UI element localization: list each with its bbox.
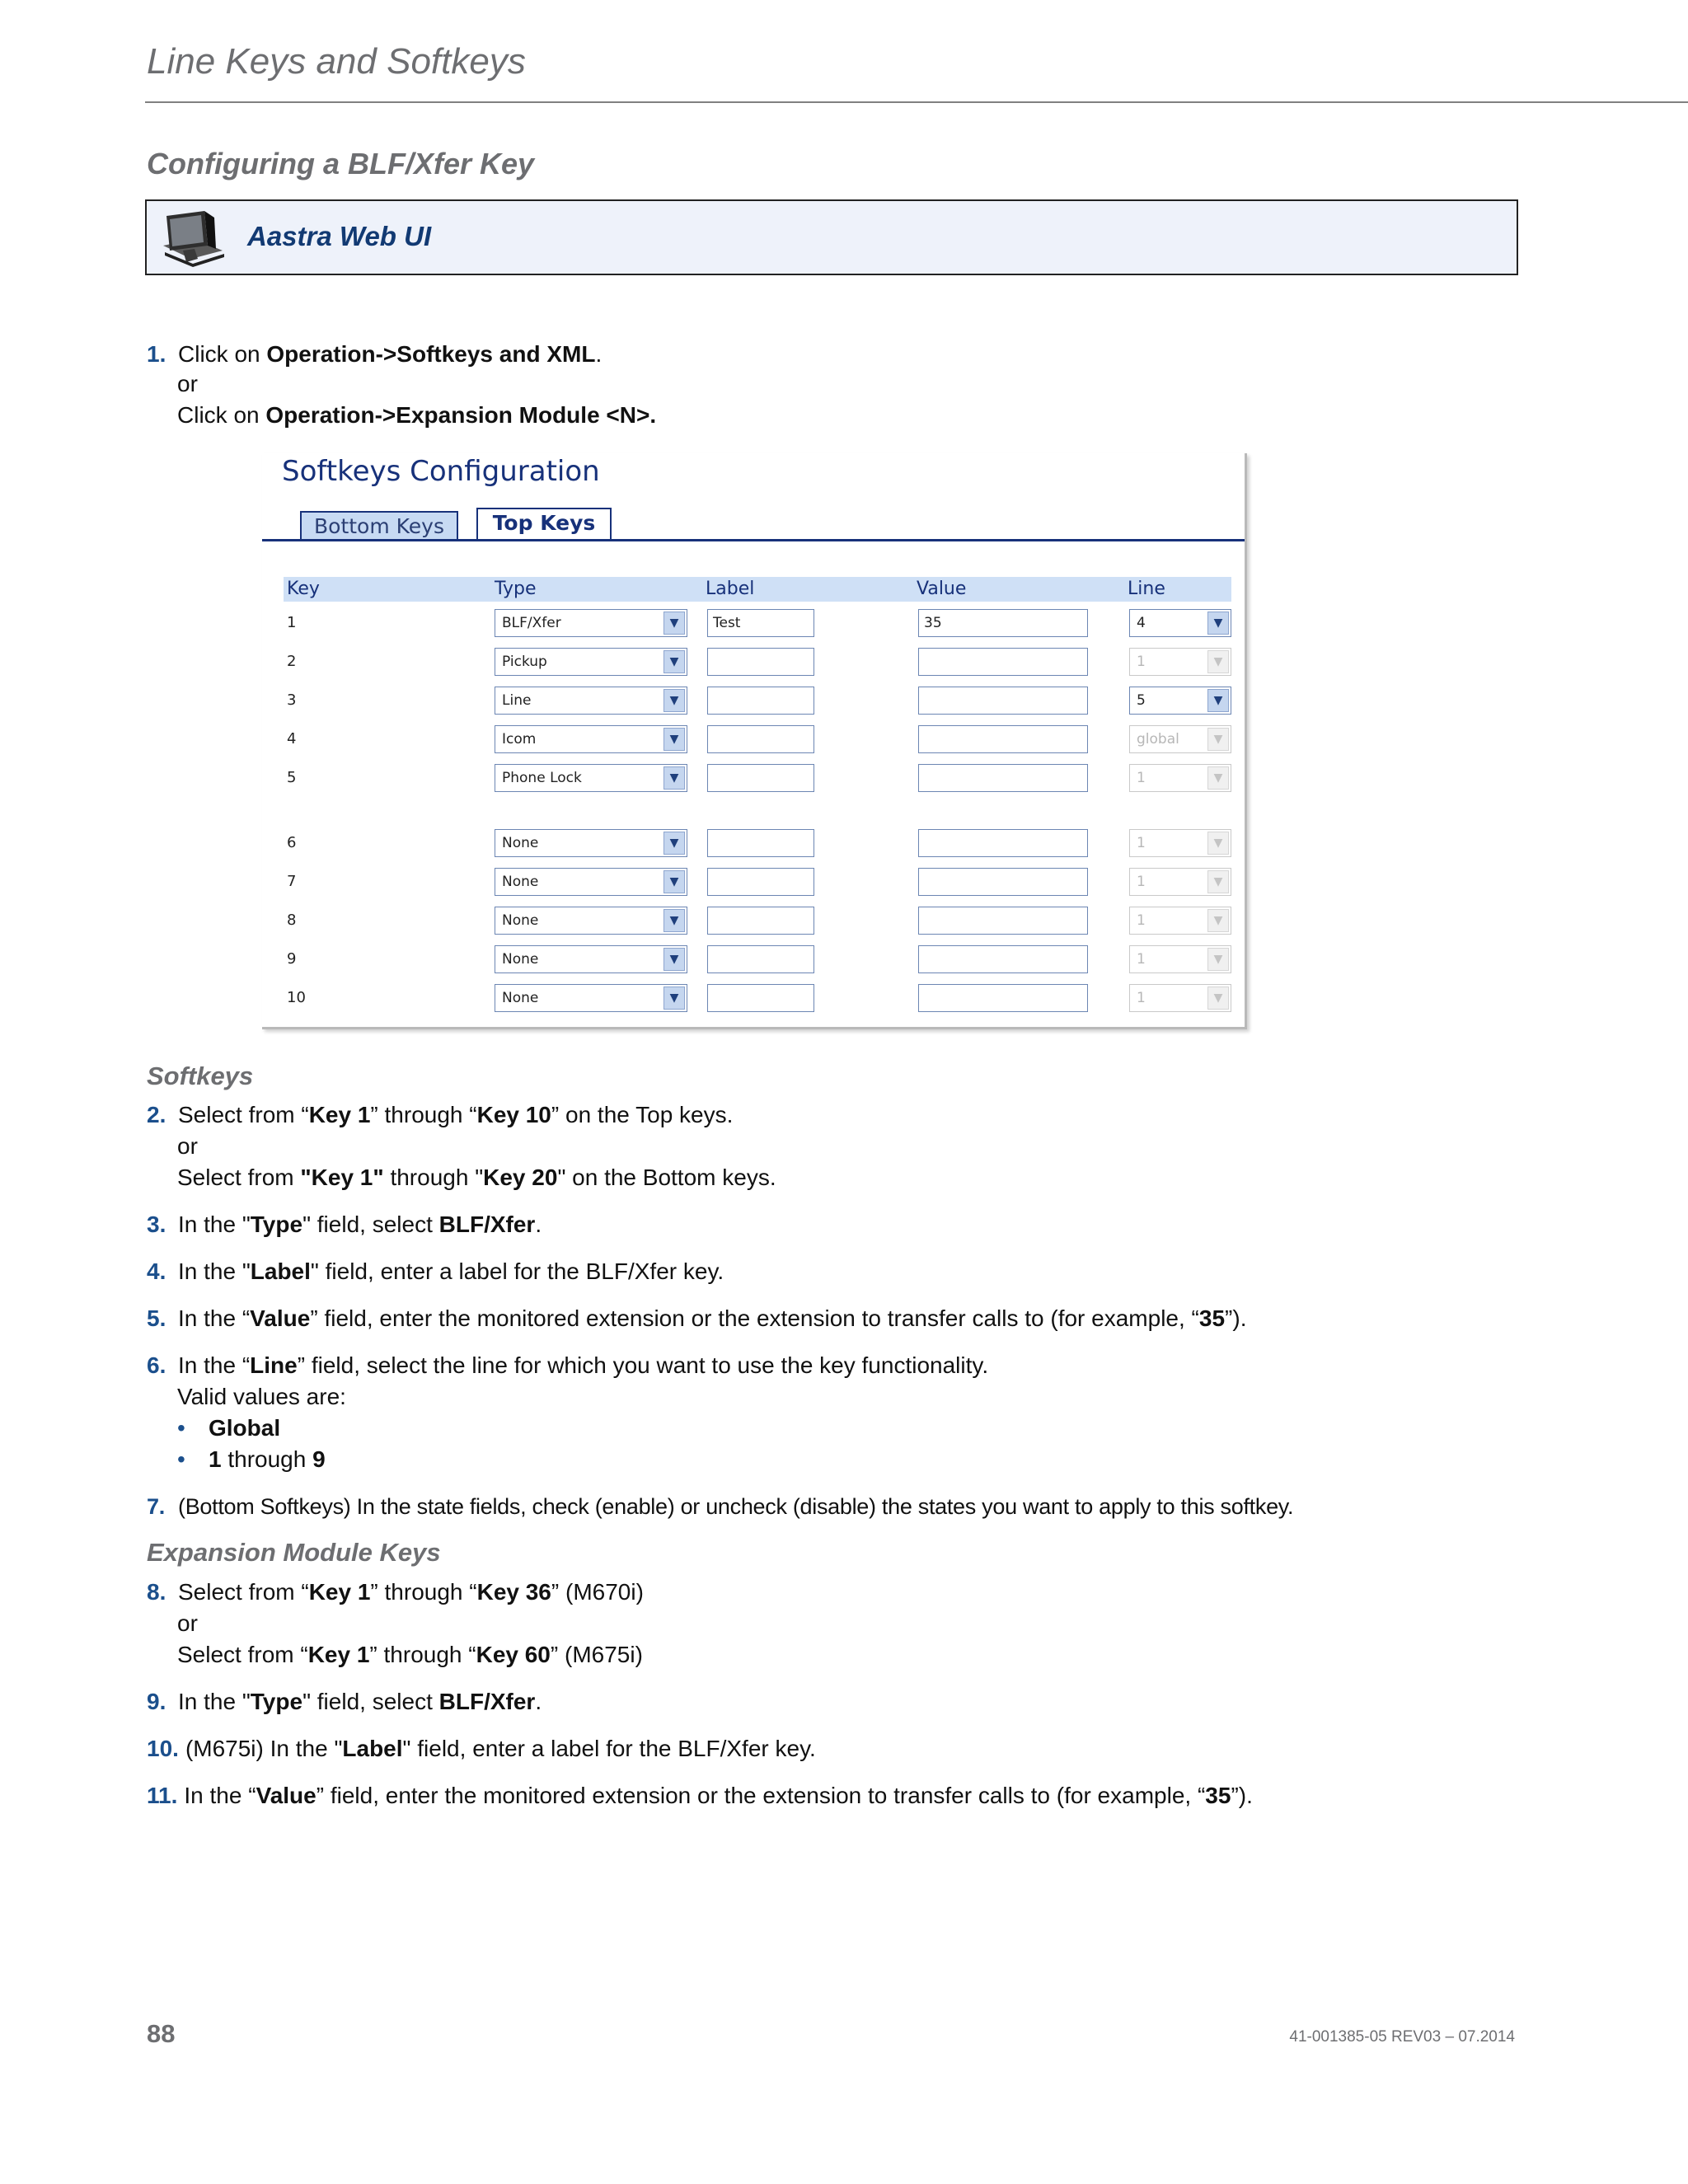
step-3: 3. In the "Type" field, select BLF/Xfer. bbox=[147, 1212, 542, 1237]
chevron-down-icon: ▼ bbox=[663, 832, 685, 855]
step-2-or: or bbox=[177, 1133, 198, 1159]
list-item: • 1 through 9 bbox=[177, 1444, 326, 1475]
type-select[interactable]: None ▼ bbox=[495, 907, 687, 935]
line-select: 1 ▼ bbox=[1129, 764, 1231, 792]
header-key: Key bbox=[287, 579, 320, 599]
table-row bbox=[262, 685, 1245, 718]
header-value: Value bbox=[917, 579, 967, 599]
line-select: 1 ▼ bbox=[1129, 907, 1231, 935]
chevron-down-icon: ▼ bbox=[663, 870, 685, 893]
step-number: 1. bbox=[147, 341, 166, 367]
header-line: Line bbox=[1128, 579, 1165, 599]
line-select: global ▼ bbox=[1129, 725, 1231, 753]
tab-underline bbox=[262, 539, 1245, 541]
step-4: 4. In the "Label" field, enter a label for the BLF/Xfer key. bbox=[147, 1258, 724, 1284]
chevron-down-icon: ▼ bbox=[663, 987, 685, 1010]
chevron-down-icon: ▼ bbox=[663, 650, 685, 673]
step-8-or: or bbox=[177, 1610, 198, 1636]
softkeys-configuration-screenshot bbox=[262, 453, 1247, 1029]
type-select[interactable]: None ▼ bbox=[495, 868, 687, 896]
chevron-down-icon: ▼ bbox=[1207, 650, 1229, 673]
label-input[interactable] bbox=[707, 945, 814, 973]
type-select[interactable]: Icom ▼ bbox=[495, 725, 687, 753]
chevron-down-icon: ▼ bbox=[1207, 832, 1229, 855]
label-input[interactable] bbox=[707, 687, 814, 715]
key-number: 5 bbox=[287, 769, 297, 786]
expansion-heading: Expansion Module Keys bbox=[147, 1538, 441, 1567]
step-2: 2. Select from “Key 1” through “Key 10” on the Top keys. bbox=[147, 1102, 734, 1127]
line-select: 1 ▼ bbox=[1129, 868, 1231, 896]
type-select[interactable]: Line ▼ bbox=[495, 687, 687, 715]
line-select[interactable]: 5 ▼ bbox=[1129, 687, 1231, 715]
label-input[interactable] bbox=[707, 829, 814, 857]
chevron-down-icon: ▼ bbox=[1207, 870, 1229, 893]
table-row bbox=[262, 982, 1245, 1015]
value-input[interactable] bbox=[918, 829, 1088, 857]
table-row bbox=[262, 827, 1245, 860]
label-input[interactable] bbox=[707, 764, 814, 792]
tab-top-keys[interactable]: Top Keys bbox=[476, 508, 612, 541]
label-input[interactable]: Test bbox=[707, 609, 814, 637]
chevron-down-icon: ▼ bbox=[663, 689, 685, 712]
table-row bbox=[262, 866, 1245, 899]
type-select[interactable]: BLF/Xfer ▼ bbox=[495, 609, 687, 637]
line-select: 1 ▼ bbox=[1129, 648, 1231, 676]
key-number: 6 bbox=[287, 834, 297, 851]
chevron-down-icon: ▼ bbox=[1207, 909, 1229, 932]
bullet-icon: • bbox=[177, 1415, 185, 1441]
key-number: 8 bbox=[287, 912, 297, 929]
chevron-down-icon: ▼ bbox=[663, 909, 685, 932]
chevron-down-icon: ▼ bbox=[1207, 987, 1229, 1010]
bullet-icon: • bbox=[177, 1446, 185, 1472]
chevron-down-icon: ▼ bbox=[663, 728, 685, 751]
chevron-down-icon: ▼ bbox=[1207, 948, 1229, 971]
type-select[interactable]: None ▼ bbox=[495, 945, 687, 973]
label-input[interactable] bbox=[707, 725, 814, 753]
table-row bbox=[262, 646, 1245, 679]
type-select[interactable]: Pickup ▼ bbox=[495, 648, 687, 676]
running-head: Line Keys and Softkeys bbox=[147, 41, 526, 82]
value-input[interactable] bbox=[918, 648, 1088, 676]
panel-title: Softkeys Configuration bbox=[282, 455, 600, 488]
step-6-valid: Valid values are: bbox=[177, 1384, 346, 1409]
value-input[interactable] bbox=[918, 687, 1088, 715]
chevron-down-icon: ▼ bbox=[1207, 689, 1229, 712]
key-number: 7 bbox=[287, 873, 297, 890]
value-input[interactable] bbox=[918, 984, 1088, 1012]
label-input[interactable] bbox=[707, 907, 814, 935]
list-item: • Global bbox=[177, 1413, 280, 1444]
type-select[interactable]: Phone Lock ▼ bbox=[495, 764, 687, 792]
line-select: 1 ▼ bbox=[1129, 945, 1231, 973]
step-1: 1. Click on Operation->Softkeys and XML. bbox=[147, 339, 602, 370]
document-id: 41-001385-05 REV03 – 07.2014 bbox=[1289, 2028, 1515, 2046]
key-number: 2 bbox=[287, 653, 297, 670]
webui-label: Aastra Web UI bbox=[247, 221, 432, 251]
type-select[interactable]: None ▼ bbox=[495, 984, 687, 1012]
value-input[interactable] bbox=[918, 907, 1088, 935]
value-input[interactable] bbox=[918, 725, 1088, 753]
step-1-or: or bbox=[177, 371, 198, 396]
step-8-alt: Select from “Key 1” through “Key 60” (M675i) bbox=[177, 1642, 643, 1667]
chevron-down-icon: ▼ bbox=[663, 948, 685, 971]
chevron-down-icon: ▼ bbox=[1207, 766, 1229, 790]
line-select: 1 ▼ bbox=[1129, 984, 1231, 1012]
chevron-down-icon: ▼ bbox=[1207, 612, 1229, 635]
section-title: Configuring a BLF/Xfer Key bbox=[147, 147, 535, 180]
header-type: Type bbox=[495, 579, 537, 599]
key-number: 3 bbox=[287, 691, 297, 709]
computer-monitor-icon bbox=[158, 209, 227, 269]
header-label: Label bbox=[706, 579, 755, 599]
value-input[interactable]: 35 bbox=[918, 609, 1088, 637]
line-select: 1 ▼ bbox=[1129, 829, 1231, 857]
tab-bottom-keys[interactable]: Bottom Keys bbox=[300, 511, 458, 541]
table-row bbox=[262, 607, 1245, 640]
step-2-alt: Select from "Key 1" through "Key 20" on the Bottom keys. bbox=[177, 1165, 776, 1190]
key-number: 9 bbox=[287, 950, 297, 968]
table-header bbox=[284, 577, 1231, 602]
step-9: 9. In the "Type" field, select BLF/Xfer. bbox=[147, 1689, 542, 1714]
page-number: 88 bbox=[147, 2019, 176, 2048]
chevron-down-icon: ▼ bbox=[663, 612, 685, 635]
type-select[interactable]: None ▼ bbox=[495, 829, 687, 857]
step-11: 11. In the “Value” field, enter the monitored extension or the extension to transfer calls to (for example, “35”). bbox=[147, 1783, 1253, 1808]
key-number: 4 bbox=[287, 730, 297, 748]
chevron-down-icon: ▼ bbox=[1207, 728, 1229, 751]
step-1-alt: Click on Operation->Expansion Module <N>. bbox=[177, 402, 657, 428]
value-input[interactable] bbox=[918, 764, 1088, 792]
key-number: 1 bbox=[287, 614, 297, 631]
label-input[interactable] bbox=[707, 984, 814, 1012]
table-row bbox=[262, 905, 1245, 938]
key-number: 10 bbox=[287, 989, 306, 1006]
step-5: 5. In the “Value” field, enter the monitored extension or the extension to transfer calls to (for example, “35”). bbox=[147, 1305, 1247, 1331]
table-row bbox=[262, 762, 1245, 795]
step-10: 10. (M675i) In the "Label" field, enter a label for the BLF/Xfer key. bbox=[147, 1736, 816, 1761]
step-7: 7. (Bottom Softkeys) In the state fields, check (enable) or uncheck (disable) the states you want to apply to this softkey. bbox=[147, 1494, 1294, 1519]
webui-banner bbox=[145, 199, 1518, 275]
value-input[interactable] bbox=[918, 868, 1088, 896]
softkeys-heading: Softkeys bbox=[147, 1062, 254, 1090]
label-input[interactable] bbox=[707, 648, 814, 676]
table-row bbox=[262, 724, 1245, 757]
step-8: 8. Select from “Key 1” through “Key 36” (M670i) bbox=[147, 1579, 644, 1605]
line-select[interactable]: 4 ▼ bbox=[1129, 609, 1231, 637]
value-input[interactable] bbox=[918, 945, 1088, 973]
step-6: 6. In the “Line” field, select the line for which you want to use the key functionality. bbox=[147, 1352, 989, 1378]
label-input[interactable] bbox=[707, 868, 814, 896]
header-rule bbox=[145, 101, 1688, 103]
table-row bbox=[262, 944, 1245, 977]
chevron-down-icon: ▼ bbox=[663, 766, 685, 790]
